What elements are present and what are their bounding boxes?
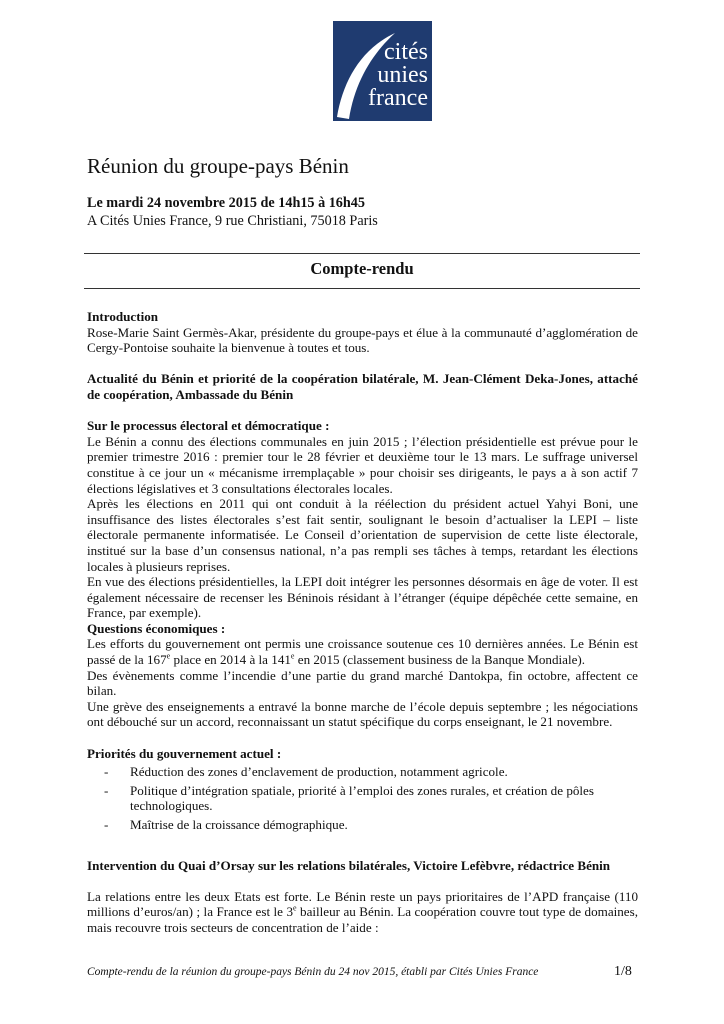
document-body (87, 309, 638, 936)
footer-text: Compte-rendu de la réunion du groupe-pays Bénin du 24 nov 2015, établi par Cités Unies France (87, 966, 539, 978)
top-divider (84, 253, 640, 254)
electoral-paragraph-2: Après les élections en 2011 qui ont conduit à la réélection du président actuel Yahyi Boni, une insuffisance des listes électorales s’est fait sentir, soulignant le besoin d’actualiser la LEPI – liste électorale permanente informatisée. Le Conseil d’orientation de supervision de cette liste électorale, institué sur la base d’un consensus national, n’a pas rempli ses tâches à temps, retardant les élections locales à plusieurs reprises. (87, 496, 638, 574)
meeting-address: A Cités Unies France, 9 rue Christiani, 75018 Paris (87, 213, 378, 229)
list-item: - Maîtrise de la croissance démographique. (104, 817, 348, 832)
electoral-heading: Sur le processus électoral et démocratique : (87, 418, 330, 434)
logo-word-unies: unies (377, 62, 428, 88)
cites-unies-france-logo (333, 21, 432, 121)
intervention-heading: Intervention du Quai d’Orsay sur les relations bilatérales, Victoire Lefèbvre, rédactrice Bénin (87, 857, 611, 873)
list-item: - Réduction des zones d’enclavement de production, notamment agricole. (104, 764, 508, 780)
priorities-heading: Priorités du gouvernement actuel : (87, 745, 282, 761)
economic-paragraph-1: Les efforts du gouvernement ont permis une croissance soutenue ces 10 dernières années. Le Bénin est passé de la 167e place en 2014 à la 141e en 2015 (classement business de la Banque Mondiale). (87, 636, 638, 668)
page-number: 1/8 (614, 964, 632, 979)
intro-heading: Introduction (87, 309, 159, 324)
priorities-list (87, 764, 638, 832)
economic-heading: Questions économiques : (87, 620, 226, 636)
list-item: - Politique d’intégration spatiale, priorité à l’emploi des zones rurales, et création de pôles technologiques. (104, 782, 594, 814)
meeting-date: Le mardi 24 novembre 2015 de 14h15 à 16h45 (87, 195, 365, 211)
bottom-divider (84, 288, 640, 289)
section-title: Compte-rendu (310, 259, 414, 278)
intro-text: Rose-Marie Saint Germès-Akar, présidente du groupe-pays et élue à la communauté d’agglomération de Cergy-Pontoise souhaite la bienvenue à toutes et tous. (87, 324, 638, 356)
actualite-heading: Actualité du Bénin et priorité de la coopération bilatérale, M. Jean-Clément Deka-Jones, attaché de coopération, Ambassade du Bénin (87, 371, 638, 402)
electoral-paragraph-3: En vue des élections présidentielles, la LEPI doit intégrer les personnes désormais en âge de voter. Il est également nécessaire de recenser les Béninois résidant à l’étranger (équipe dépêchée cette semaine, en France, par exemple). (87, 574, 638, 621)
logo-word-cites: cités (384, 39, 428, 65)
page-title: Réunion du groupe-pays Bénin (87, 154, 349, 178)
economic-paragraph-3: Une grève des enseignements a entravé la bonne marche de l’école depuis septembre ; les négociations ont débouché sur un accord, reconnaissant un statut spécifique du corps enseignant, le 21 novembre. (87, 698, 638, 730)
intervention-paragraph: La relations entre les deux Etats est forte. Le Bénin reste un pays prioritaires de l’APD française (110 millions d’euros/an) ; la France est le 3e bailleur au Bénin. La coopération couvre tout type de domaines, mais recouvre trois secteurs de concentration de l’aide : (87, 888, 638, 935)
economic-paragraph-2: Des évènements comme l’incendie d’une partie du grand marché Dantokpa, fin octobre, affectent ce bilan. (87, 667, 638, 699)
electoral-paragraph-1: Le Bénin a connu des élections communales en juin 2015 ; l’élection présidentielle est prévue pour le premier trimestre 2016 : premier tour le 28 février et deuxième tour le 13 mars. Le suffrage universel constitue à ce jour un « mécanisme irremplaçable » pour choisir ses dirigeants, le pays a à son actif 7 élections législatives et 3 consultations électorales locales. (87, 433, 638, 496)
logo-word-france: france (368, 85, 428, 111)
